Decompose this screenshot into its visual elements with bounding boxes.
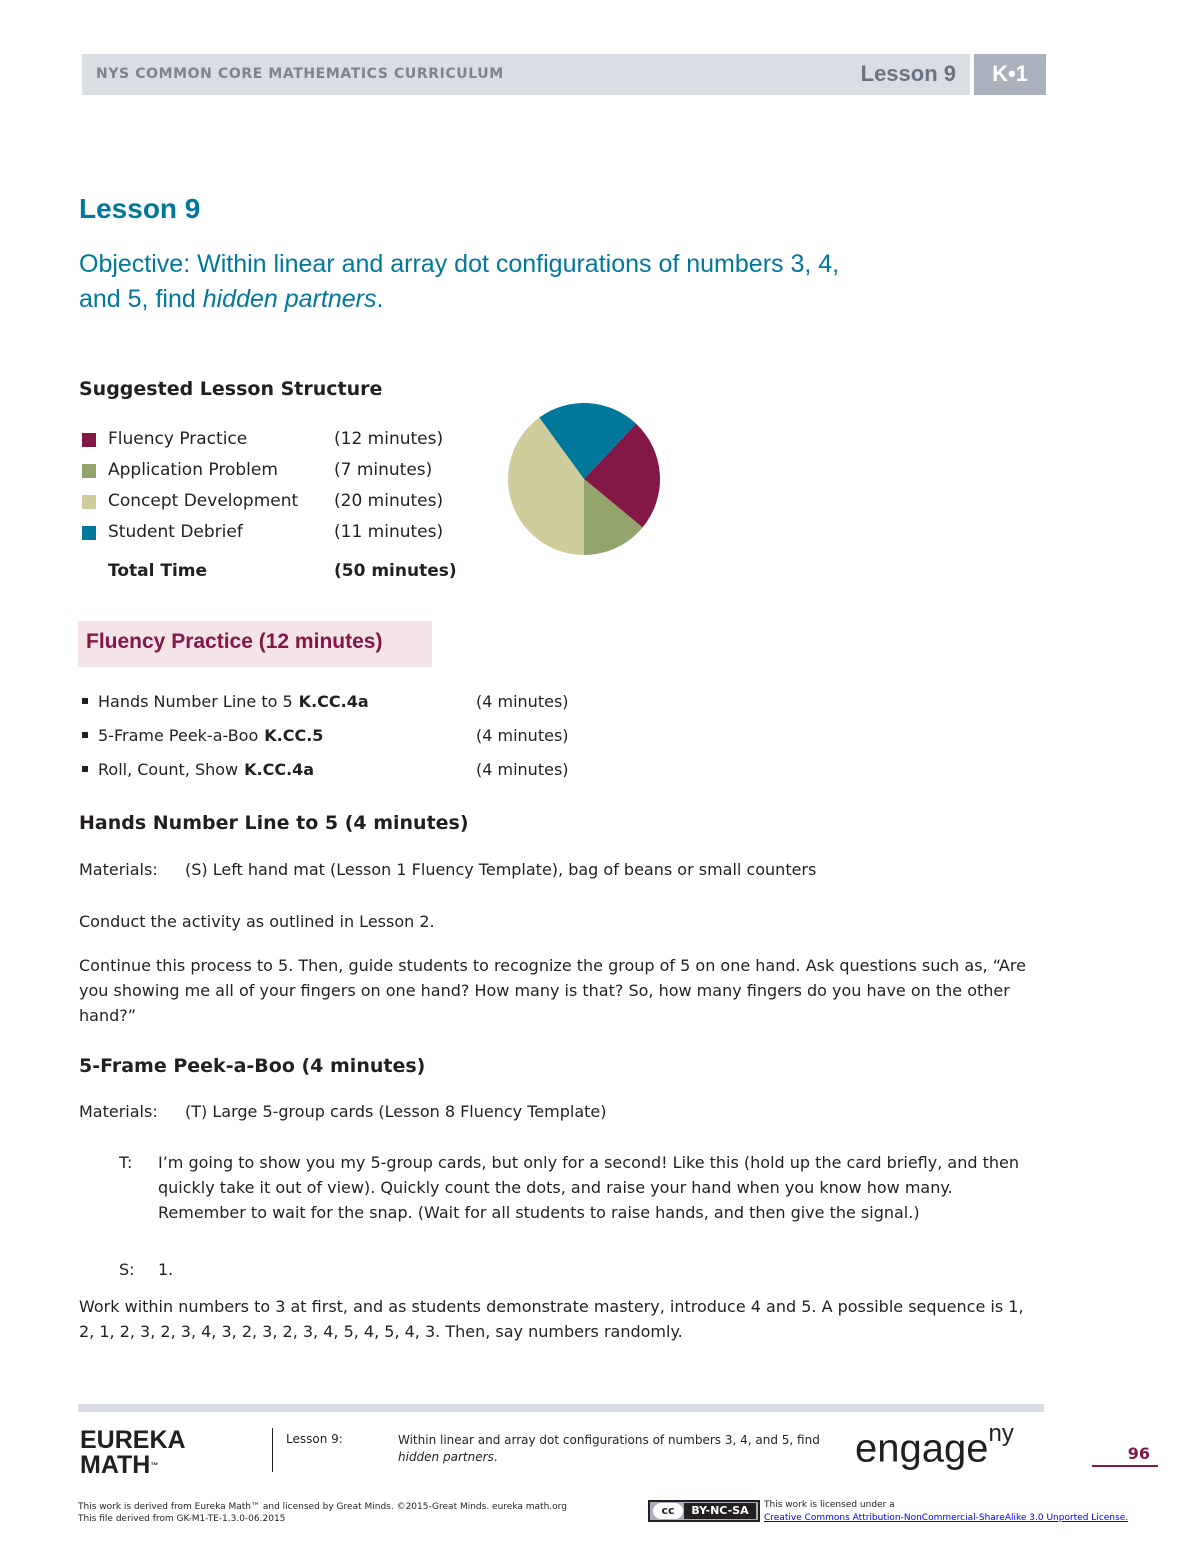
module-tag-label: K•1 xyxy=(992,61,1028,86)
cc-badge-label: BY-NC-SA xyxy=(684,1503,756,1519)
materials-line xyxy=(79,857,1039,882)
paragraph: Continue this process to 5. Then, guide students to recognize the group of 5 on one hand. Ask questions such as, “Are you showing me all of your fingers on one hand? How many is that? So, how many fingers do you have on the other hand?” xyxy=(79,956,1026,1025)
materials-label: Materials: xyxy=(79,860,158,879)
fluency-item-minutes: (4 minutes) xyxy=(476,726,569,745)
dialogue-text: 1. xyxy=(158,1260,174,1279)
structure-item-name: Concept Development xyxy=(108,491,299,511)
trademark: ™ xyxy=(150,1461,159,1470)
legend-swatch-debrief xyxy=(82,526,96,540)
section-heading: Hands Number Line to 5 (4 minutes) xyxy=(79,812,469,834)
footer-desc-line-2 xyxy=(398,1449,858,1466)
cc-license-badge[interactable] xyxy=(648,1500,760,1522)
cc-icon: cc xyxy=(653,1503,683,1519)
fluency-heading-box xyxy=(78,621,432,667)
logo-math: MATH xyxy=(80,1451,151,1479)
legend-swatch-concept xyxy=(82,495,96,509)
fluency-item-minutes: (4 minutes) xyxy=(476,692,569,711)
credit-line-2: This file derived from GK-M1-TE-1.3.0-06.2015 xyxy=(78,1514,286,1524)
header-lesson-label: Lesson 9 xyxy=(860,61,956,86)
structure-item-minutes: (7 minutes) xyxy=(334,460,433,480)
footer-rule xyxy=(78,1404,1044,1412)
header-band xyxy=(82,54,970,95)
module-tag xyxy=(974,54,1046,95)
bullet-icon xyxy=(82,732,88,738)
objective-line-2-suffix: . xyxy=(376,285,384,313)
objective-line-1: Objective: Within linear and array dot configurations of numbers 3, 4, xyxy=(79,250,840,278)
structure-item-name: Fluency Practice xyxy=(108,429,248,449)
footer-description xyxy=(398,1432,858,1466)
footer-desc-suffix: . xyxy=(493,1450,498,1464)
fluency-item-standard: K.CC.4a xyxy=(298,692,369,711)
objective-emphasis: hidden partners xyxy=(202,285,377,313)
materials-label: Materials: xyxy=(79,1102,158,1121)
fluency-heading: Fluency Practice (12 minutes) xyxy=(86,630,383,653)
fluency-item-minutes: (4 minutes) xyxy=(476,760,569,779)
paragraph: Conduct the activity as outlined in Lesson 2. xyxy=(79,912,435,931)
objective-line-2 xyxy=(79,282,1079,317)
fluency-item-standard: K.CC.4a xyxy=(244,760,315,779)
page-number: 96 xyxy=(1092,1444,1158,1467)
curriculum-title: NYS COMMON CORE MATHEMATICS CURRICULUM xyxy=(96,66,504,82)
eureka-math-logo xyxy=(80,1428,186,1478)
fluency-item-standard: K.CC.5 xyxy=(264,726,324,745)
structure-title: Suggested Lesson Structure xyxy=(79,378,383,400)
license-link[interactable]: Creative Commons Attribution-NonCommercial-ShareAlike 3.0 Unported License. xyxy=(764,1513,1129,1523)
fluency-item-name: Roll, Count, Show xyxy=(98,760,239,779)
dialogue-text: I’m going to show you my 5-group cards, but only for a second! Like this (hold up the card briefly, and then quickly take it out of view). Quickly count the dots, and raise your hand when you know how many. Remember to wait for the snap. (Wait for all students to raise hands, and then give the signal.) xyxy=(158,1153,1019,1222)
dialogue-speaker: S: xyxy=(119,1260,135,1279)
page-title: Lesson 9 xyxy=(79,193,201,224)
footer-desc-emphasis: hidden partners xyxy=(398,1450,494,1464)
structure-item-minutes: (11 minutes) xyxy=(334,522,444,542)
fluency-item-name: 5-Frame Peek-a-Boo xyxy=(98,726,259,745)
legend-swatch-application xyxy=(82,464,96,478)
footer-lesson-label: Lesson 9: xyxy=(286,1432,343,1446)
fluency-item-name: Hands Number Line to 5 xyxy=(98,692,293,711)
logo-line-2 xyxy=(80,1453,186,1478)
fluency-item xyxy=(82,760,314,779)
fluency-item xyxy=(82,726,323,745)
total-time-label: Total Time xyxy=(108,561,208,581)
total-time-value: (50 minutes) xyxy=(334,561,457,581)
credit-line-1: This work is derived from Eureka Math™ and licensed by Great Minds. ©2015-Great Minds. eureka math.org xyxy=(78,1502,567,1512)
structure-item-minutes: (20 minutes) xyxy=(334,491,444,511)
page-header xyxy=(82,54,1046,95)
fluency-item xyxy=(82,692,369,711)
paragraph: Work within numbers to 3 at first, and as students demonstrate mastery, introduce 4 and 5. A possible sequence is 1, 2, 1, 2, 3, 2, 3, 4, 3, 2, 3, 2, 3, 4, 5, 4, 5, 4, 3. Then, say numbers randomly. xyxy=(79,1297,1024,1341)
license-line-1: This work is licensed under a xyxy=(764,1500,895,1510)
objective-line-2-prefix: and 5, find xyxy=(79,285,203,313)
structure-item-name: Student Debrief xyxy=(108,522,243,542)
legend-swatch-fluency xyxy=(82,433,96,447)
materials-text: (S) Left hand mat (Lesson 1 Fluency Template), bag of beans or small counters xyxy=(185,860,817,879)
lesson-structure-pie-chart xyxy=(506,401,662,557)
credit-text xyxy=(78,1501,567,1525)
bullet-icon xyxy=(82,698,88,704)
footer-desc-line-1: Within linear and array dot configurations of numbers 3, 4, and 5, find xyxy=(398,1433,820,1447)
materials-text: (T) Large 5-group cards (Lesson 8 Fluency Template) xyxy=(185,1102,607,1121)
objective xyxy=(79,247,1079,317)
engage-sup: ny xyxy=(988,1420,1014,1447)
logo-line-1: EUREKA xyxy=(80,1426,186,1454)
dialogue-speaker: T: xyxy=(119,1153,133,1172)
footer-divider xyxy=(272,1428,273,1472)
structure-item-minutes: (12 minutes) xyxy=(334,429,444,449)
section-heading: 5-Frame Peek-a-Boo (4 minutes) xyxy=(79,1055,426,1077)
engage-text: engage xyxy=(855,1426,989,1471)
license-text xyxy=(764,1499,1128,1525)
engageny-logo xyxy=(855,1420,1014,1471)
materials-line xyxy=(79,1099,1039,1124)
structure-item-name: Application Problem xyxy=(108,460,278,480)
bullet-icon xyxy=(82,766,88,772)
